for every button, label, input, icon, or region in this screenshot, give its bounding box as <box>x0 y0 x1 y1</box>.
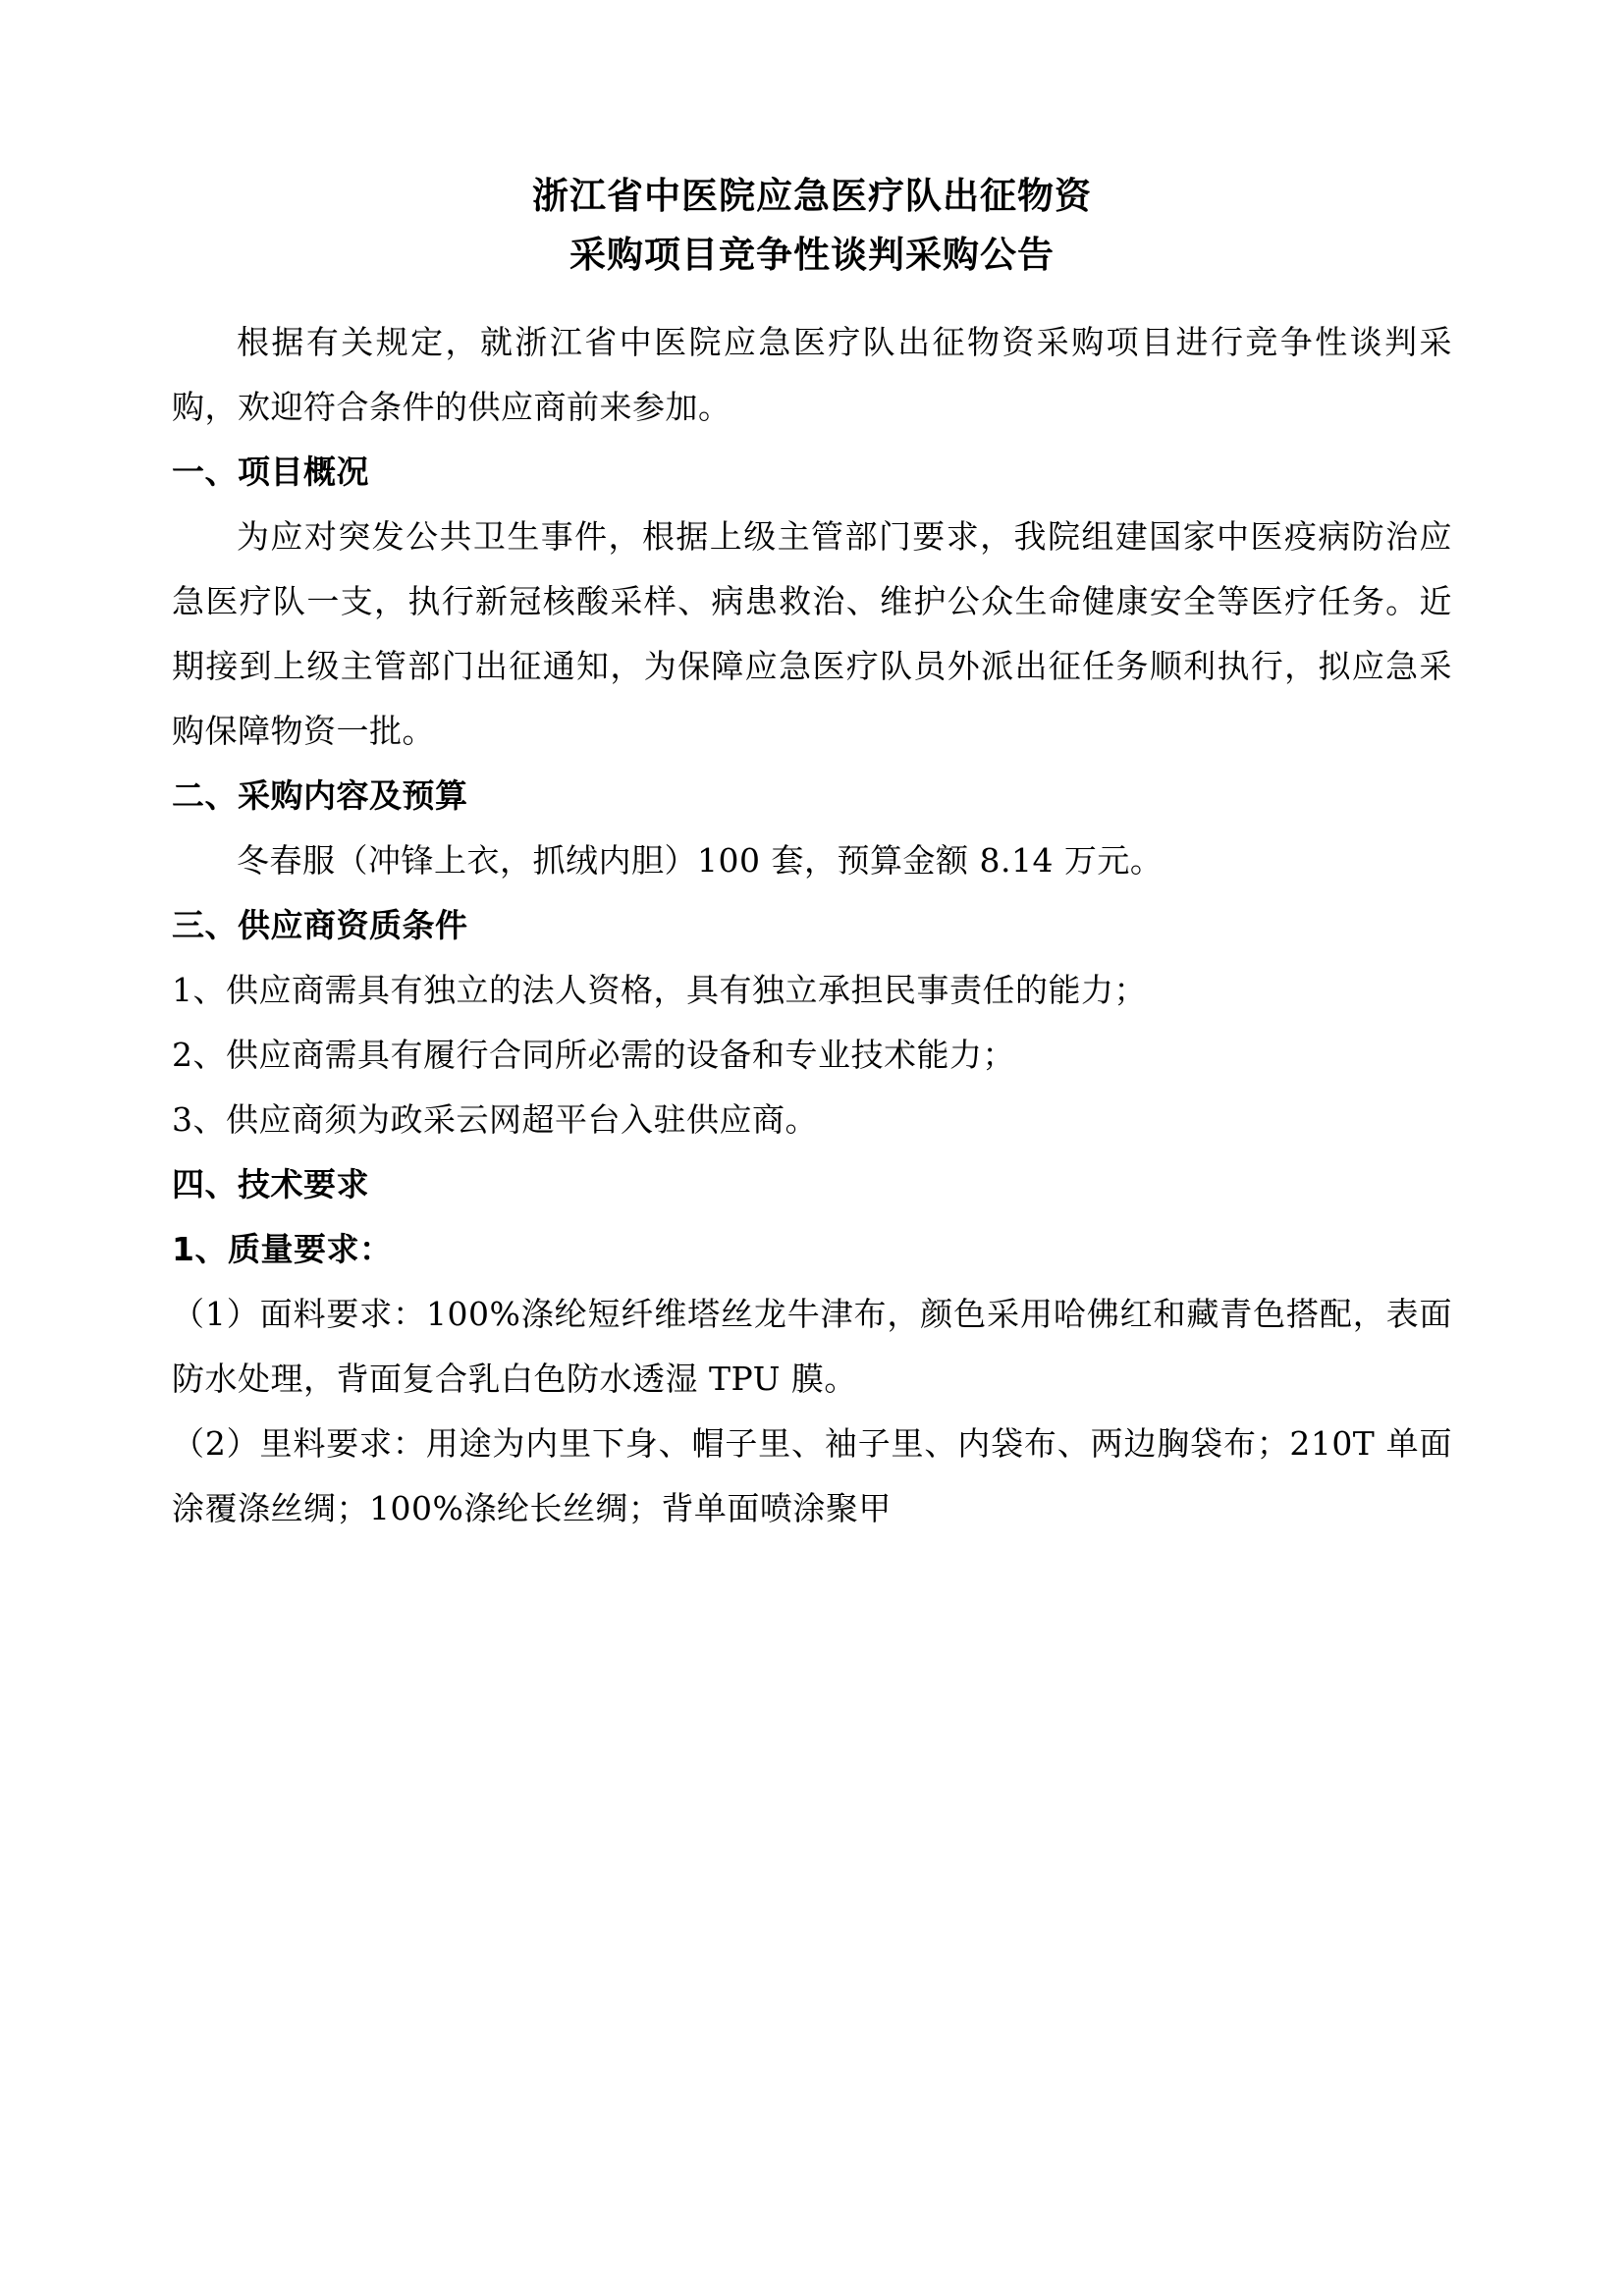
document-title <box>172 167 1452 285</box>
document-title-line-1: 浙江省中医院应急医疗队出征物资 <box>532 175 1092 217</box>
section-3-item-1: 1、供应商需具有独立的法人资格，具有独立承担民事责任的能力； <box>172 970 1147 1009</box>
document-title-line-2: 采购项目竞争性谈判采购公告 <box>569 233 1055 276</box>
intro-paragraph: 根据有关规定，就浙江省中医院应急医疗队出征物资采购项目进行竞争性谈判采购，欢迎符合条件的供应商前来参加。 <box>172 322 1452 426</box>
section-4-paragraph-2: （2）里料要求：用途为内里下身、帽子里、袖子里、内袋布、两边胸袋布；210T 单面涂覆涤丝绸；100%涤纶长丝绸；背单面喷涂聚甲 <box>172 1423 1452 1527</box>
section-3-item-3: 3、供应商须为政采云网超平台入驻供应商。 <box>172 1099 818 1139</box>
section-4-paragraph-1: （1）面料要求：100%涤纶短纤维塔丝龙牛津布，颜色采用哈佛红和藏青色搭配，表面防水处理，背面复合乳白色防水透湿 TPU 膜。 <box>172 1294 1452 1398</box>
section-3-item-2: 2、供应商需具有履行合同所必需的设备和专业技术能力； <box>172 1035 1015 1074</box>
section-2-paragraph-1: 冬春服（冲锋上衣，抓绒内胆）100 套，预算金额 8.14 万元。 <box>237 840 1164 880</box>
section-heading-3: 三、供应商资质条件 <box>172 905 468 944</box>
section-4-subheading-1: 1、质量要求： <box>172 1229 393 1268</box>
document-body <box>172 310 1452 1541</box>
section-heading-1: 一、项目概况 <box>172 452 369 491</box>
section-heading-4: 四、技术要求 <box>172 1164 369 1203</box>
section-heading-2: 二、采购内容及预算 <box>172 775 468 815</box>
section-1-paragraph-1: 为应对突发公共卫生事件，根据上级主管部门要求，我院组建国家中医疫病防治应急医疗队一支，执行新冠核酸采样、病患救治、维护公众生命健康安全等医疗任务。近期接到上级主管部门出征通知，为保障应急医疗队员外派出征任务顺利执行，拟应急采购保障物资一批。 <box>172 516 1452 750</box>
